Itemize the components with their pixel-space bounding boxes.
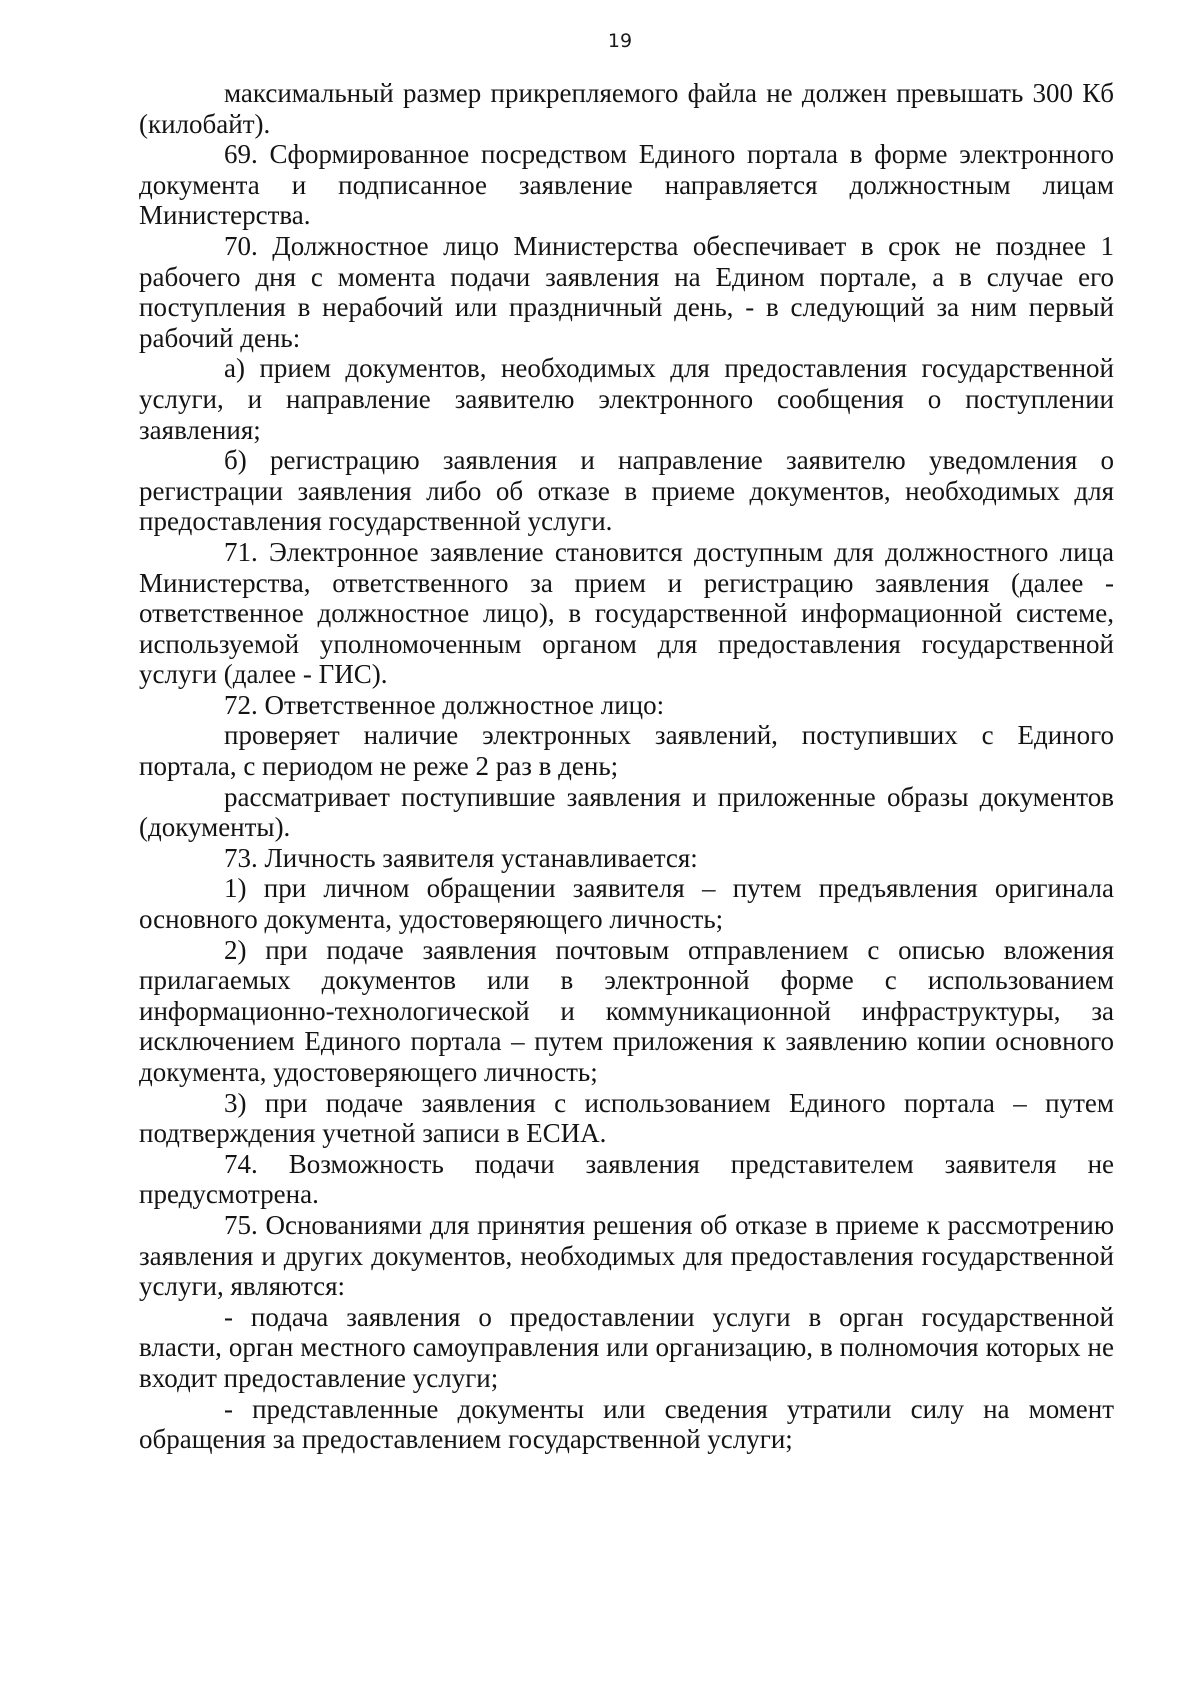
paragraph-75: 75. Основаниями для принятия решения об отказе в приеме к рассмотрению заявления и других документов, необходимых для предоставления государственной услуги, являются:	[139, 1209, 1114, 1302]
paragraph-73: 73. Личность заявителя устанавливается:	[224, 842, 698, 873]
document-body	[139, 78, 1114, 1455]
paragraph-73-3: 3) при подаче заявления с использованием Единого портала – путем подтверждения учетной записи в ЕСИА.	[139, 1087, 1114, 1149]
paragraph-70-a: а) прием документов, необходимых для предоставления государственной услуги, и направление заявителю электронного сообщения о поступлении заявления;	[139, 353, 1114, 445]
paragraph-72-review: рассматривает поступившие заявления и приложенные образы документов (документы).	[139, 781, 1114, 843]
paragraph-72: 72. Ответственное должностное лицо:	[224, 689, 665, 720]
paragraph-75-item-2: - представленные документы или сведения утратили силу на момент обращения за предоставлением государственной услуги;	[139, 1393, 1114, 1455]
paragraph-70: 70. Должностное лицо Министерства обеспечивает в срок не позднее 1 рабочего дня с момента подачи заявления на Едином портале, а в случае его поступления в нерабочий или праздничный день, - в следующий за ним первый рабочий день:	[139, 230, 1114, 353]
paragraph-75-item-1: - подача заявления о предоставлении услуги в орган государственной власти, орган местного самоуправления или организацию, в полномочия которых не входит предоставление услуги;	[139, 1301, 1114, 1393]
page-number: 19	[607, 30, 633, 52]
paragraph-73-2: 2) при подаче заявления почтовым отправлением с описью вложения прилагаемых документов или в электронной форме с использованием информационно-технологической и коммуникационной инфраструктуры, за исключением Единого портала – путем приложения к заявлению копии основного документа, удостоверяющего личность;	[139, 934, 1114, 1087]
paragraph-72-check: проверяет наличие электронных заявлений, поступивших с Единого портала, с периодом не реже 2 раз в день;	[139, 720, 1114, 782]
paragraph-73-1: 1) при личном обращении заявителя – путем предъявления оригинала основного документа, удостоверяющего личность;	[139, 873, 1114, 935]
paragraph-file-size: максимальный размер прикрепляемого файла не должен превышать 300 Кб (килобайт).	[139, 78, 1114, 139]
paragraph-71: 71. Электронное заявление становится доступным для должностного лица Министерства, ответственного за прием и регистрацию заявления (далее - ответственное должностное лицо), в государственной информационной системе, используемой уполномоченным органом для предоставления государственной услуги (далее - ГИС).	[139, 536, 1114, 690]
paragraph-70-b: б) регистрацию заявления и направление заявителю уведомления о регистрации заявления либо об отказе в приеме документов, необходимых для предоставления государственной услуги.	[139, 445, 1114, 537]
paragraph-74: 74. Возможность подачи заявления представителем заявителя не предусмотрена.	[139, 1148, 1114, 1210]
paragraph-69: 69. Сформированное посредством Единого портала в форме электронного документа и подписанное заявление направляется должностным лицам Министерства.	[139, 139, 1114, 231]
